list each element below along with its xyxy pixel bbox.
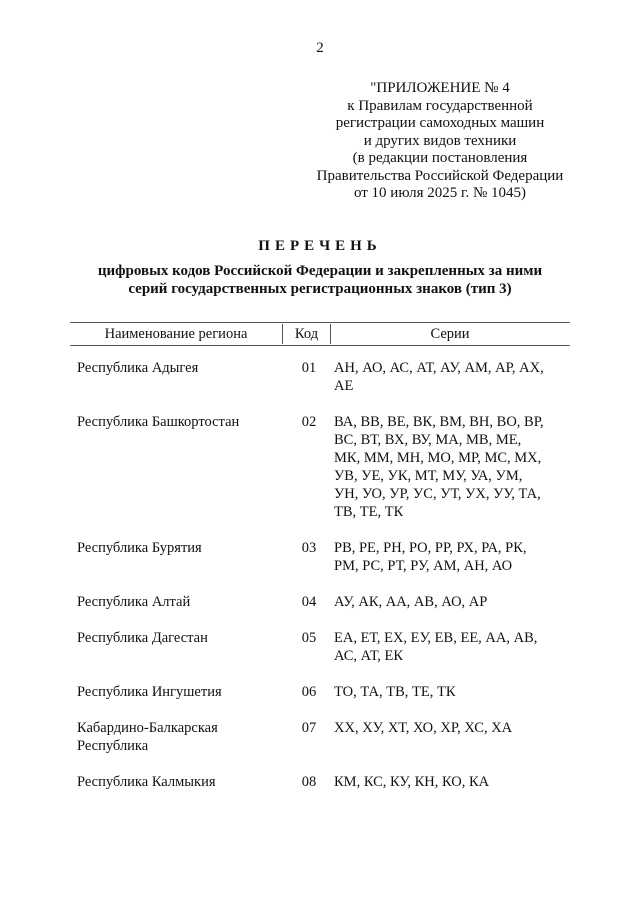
appendix-line: регистрации самоходных машин	[335, 115, 545, 131]
header-region: Наименование региона	[104, 326, 248, 342]
series-line: ЕА, ЕТ, ЕХ, ЕУ, ЕВ, ЕЕ, АА, АВ,	[334, 630, 538, 646]
series-cell	[328, 593, 570, 611]
series-line: УН, УО, УР, УС, УТ, УХ, УУ, ТА,	[334, 486, 541, 502]
series-line: АН, АО, АС, АТ, АУ, АМ, АР, АХ,	[334, 360, 544, 376]
series-line: МК, ММ, МН, МО, МР, МС, МХ,	[334, 450, 542, 466]
series-line: АЕ	[334, 378, 354, 394]
region-code-cell: 07	[301, 720, 317, 736]
region-code-cell: 03	[301, 540, 317, 556]
page-number: 2	[316, 40, 324, 56]
series-line: ВС, ВТ, ВХ, ВУ, МА, МВ, МЕ,	[334, 432, 522, 448]
appendix-line: "ПРИЛОЖЕНИЕ № 4	[370, 80, 510, 96]
region-code-cell: 01	[301, 360, 317, 376]
appendix-line: и других видов техники	[363, 132, 517, 149]
series-line: ХХ, ХУ, ХТ, ХО, ХР, ХС, ХА	[334, 720, 513, 736]
region-name-line: Республика Адыгея	[77, 360, 199, 376]
table-row	[70, 773, 570, 791]
series-cell	[328, 413, 570, 521]
series-cell	[328, 773, 570, 791]
series-line: УВ, УЕ, УК, МТ, МУ, УА, УМ,	[334, 468, 523, 484]
region-name-cell	[70, 593, 290, 611]
region-code-cell: 04	[301, 594, 317, 610]
subtitle-line: серий государственных регистрационных знаков (тип 3)	[128, 281, 512, 297]
region-code-cell: 08	[301, 774, 317, 790]
series-line: ТО, ТА, ТВ, ТЕ, ТК	[334, 684, 456, 700]
series-line: КМ, КС, КУ, КН, КО, КА	[334, 774, 490, 790]
table-row	[70, 413, 570, 521]
region-name-cell	[70, 413, 290, 521]
region-name-line: Республика Калмыкия	[77, 774, 216, 790]
region-name-cell	[70, 683, 290, 701]
region-name-line: Республика Алтай	[77, 594, 191, 610]
region-code-cell: 02	[301, 414, 317, 430]
appendix-line: (в редакции постановления	[352, 150, 528, 166]
region-name-line: Республика	[77, 738, 149, 754]
series-line: РВ, РЕ, РН, РО, РР, РХ, РА, РК,	[334, 540, 527, 556]
region-name-cell	[70, 773, 290, 791]
series-line: АУ, АК, АА, АВ, АО, АР	[334, 594, 488, 610]
series-cell	[328, 683, 570, 701]
table-row	[70, 359, 570, 395]
appendix-header	[300, 80, 580, 203]
header-series: Серии	[430, 326, 470, 342]
series-line: ВА, ВВ, ВЕ, ВК, ВМ, ВН, ВО, ВР,	[334, 414, 544, 430]
appendix-line: Правительства Российской Федерации	[316, 167, 564, 184]
series-line: ТВ, ТЕ, ТК	[334, 504, 404, 520]
region-name-cell	[70, 359, 290, 395]
table-row	[70, 539, 570, 575]
region-name-cell	[70, 539, 290, 575]
series-line: АС, АТ, ЕК	[334, 648, 404, 664]
region-name-cell	[70, 629, 290, 665]
table-row	[70, 629, 570, 665]
region-name-line: Республика Дагестан	[77, 630, 208, 646]
region-code-cell: 05	[301, 630, 317, 646]
header-code: Код	[282, 324, 331, 344]
appendix-line: от 10 июля 2025 г. № 1045)	[353, 185, 527, 201]
table-row	[70, 593, 570, 611]
document-title: ПЕРЕЧЕНЬ	[258, 238, 382, 254]
region-name-line: Республика Башкортостан	[77, 414, 240, 430]
table-header	[70, 322, 570, 346]
series-cell	[328, 539, 570, 575]
series-table	[70, 322, 570, 809]
appendix-line: к Правилам государственной	[347, 97, 533, 114]
region-name-line: Республика Ингушетия	[77, 684, 222, 700]
region-name-line: Республика Бурятия	[77, 540, 202, 556]
series-cell	[328, 359, 570, 395]
subtitle-line: цифровых кодов Российской Федерации и закрепленных за ними	[97, 263, 543, 279]
series-line: РМ, РС, РТ, РУ, АМ, АН, АО	[334, 558, 513, 574]
region-name-cell	[70, 719, 290, 755]
table-body	[70, 346, 570, 791]
series-cell	[328, 629, 570, 665]
region-name-line: Кабардино-Балкарская	[77, 720, 218, 736]
table-row	[70, 683, 570, 701]
region-code-cell: 06	[301, 684, 317, 700]
document-subtitle	[0, 262, 640, 298]
series-cell	[328, 719, 570, 755]
table-row	[70, 719, 570, 755]
